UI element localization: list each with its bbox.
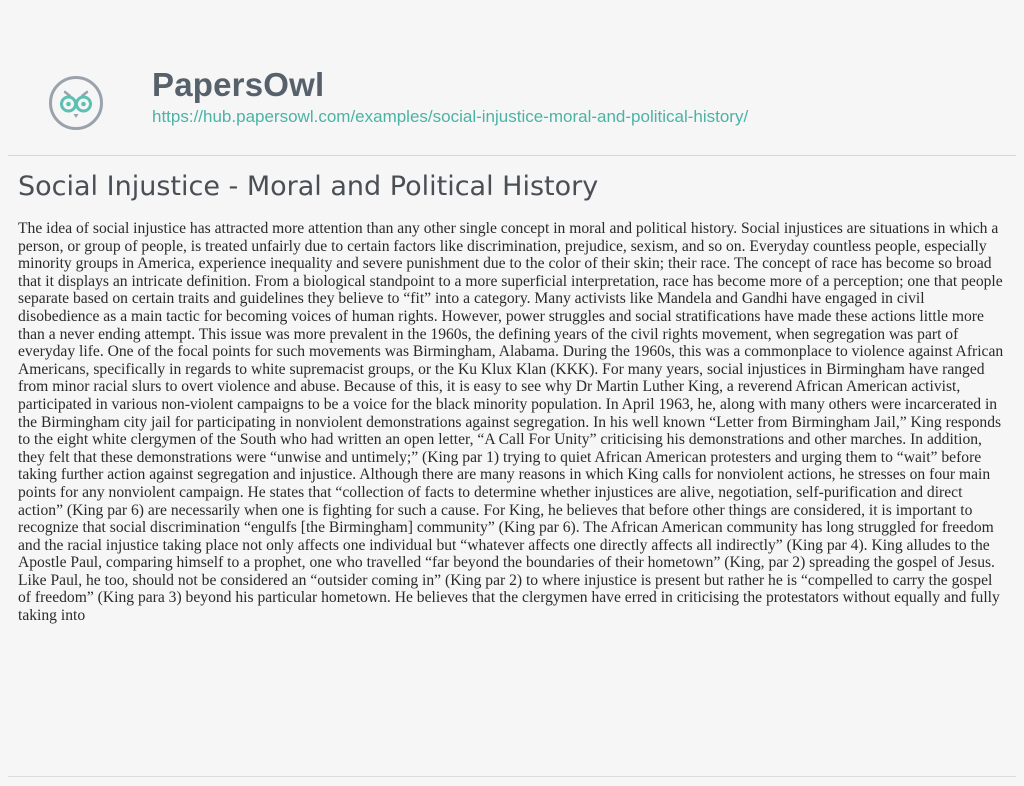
article-title: Social Injustice - Moral and Political History (18, 171, 599, 202)
article-url-link[interactable]: https://hub.papersowl.com/examples/social-injustice-moral-and-political-history/ (152, 107, 749, 126)
header-divider (8, 155, 1016, 156)
brand-name[interactable]: PapersOwl (152, 66, 325, 103)
footer-divider (8, 776, 1016, 777)
owl-logo-icon[interactable] (48, 75, 104, 131)
site-header (0, 0, 1024, 162)
article-body: The idea of social injustice has attracted more attention than any other single concept in moral and political history. Social injustices are situations in which a person, or group of people, is treated unfairly due to certain factors like discrimination, prejudice, sexism, and so on. Everyday countless people, especially minority groups in America, experience inequality and severe punishment due to the color of their skin; their race. The concept of race has become so broad that it displays an intricate definition. From a biological standpoint to a more superficial interpretation, race has become more of a perception; one that people separate based on certain traits and guidelines they believe to “fit” into a category. Many activists like Mandela and Gandhi have engaged in civil disobedience as a main tactic for becoming voices of human rights. However, power struggles and social stratifications have made these actions little more than a never ending attempt. This issue was more prevalent in the 1960s, the defining years of the civil rights movement, when segregation was part of everyday life. One of the focal points for such movements was Birmingham, Alabama. During the 1960s, this was a commonplace to violence against African Americans, specifically in regards to white supremacist groups, or the Ku Klux Klan (KKK). For many years, social injustices in Birmingham have ranged from minor racial slurs to overt violence and abuse. Because of this, it is easy to see why Dr Martin Luther King, a reverend African American activist, participated in various non-violent campaigns to be a voice for the black minority population. In April 1963, he, along with many others were incarcerated in the Birmingham city jail for participating in nonviolent demonstrations against segregation. In his well known “Letter from Birmingham Jail,” King responds to the eight white clergymen of the South who had written an open letter, “A Call For Unity” criticising his demonstrations and other marches. In addition, they felt that these demonstrations were “unwise and untimely;” (King par 1) trying to quiet African American protesters and urging them to “wait” before taking further action against segregation and injustice. Although there are many reasons in which King calls for nonviolent actions, he stresses on four main points for any nonviolent campaign. He states that “collection of facts to determine whether injustices are alive, negotiation, self-purification and direct action” (King par 6) are necessarily when one is fighting for such a cause. For King, he believes that before other things are considered, it is important to recognize that social discrimination “engulfs [the Birmingham] community” (King par 6). The African American community has long struggled for freedom and the racial injustice taking place not only affects one individual but “whatever affects one directly affects all indirectly” (King par 4). King alludes to the Apostle Paul, comparing himself to a prophet, one who travelled “far beyond the boundaries of their hometown” (King, par 2) spreading the gospel of Jesus. Like Paul, he too, should not be considered an “outsider coming in” (King par 2) to where injustice is present but rather he is “compelled to carry the gospel of freedom” (King para 3) beyond his particular hometown. He believes that the clergymen have erred in criticising the protestators without equally and fully taking into (18, 220, 1004, 625)
